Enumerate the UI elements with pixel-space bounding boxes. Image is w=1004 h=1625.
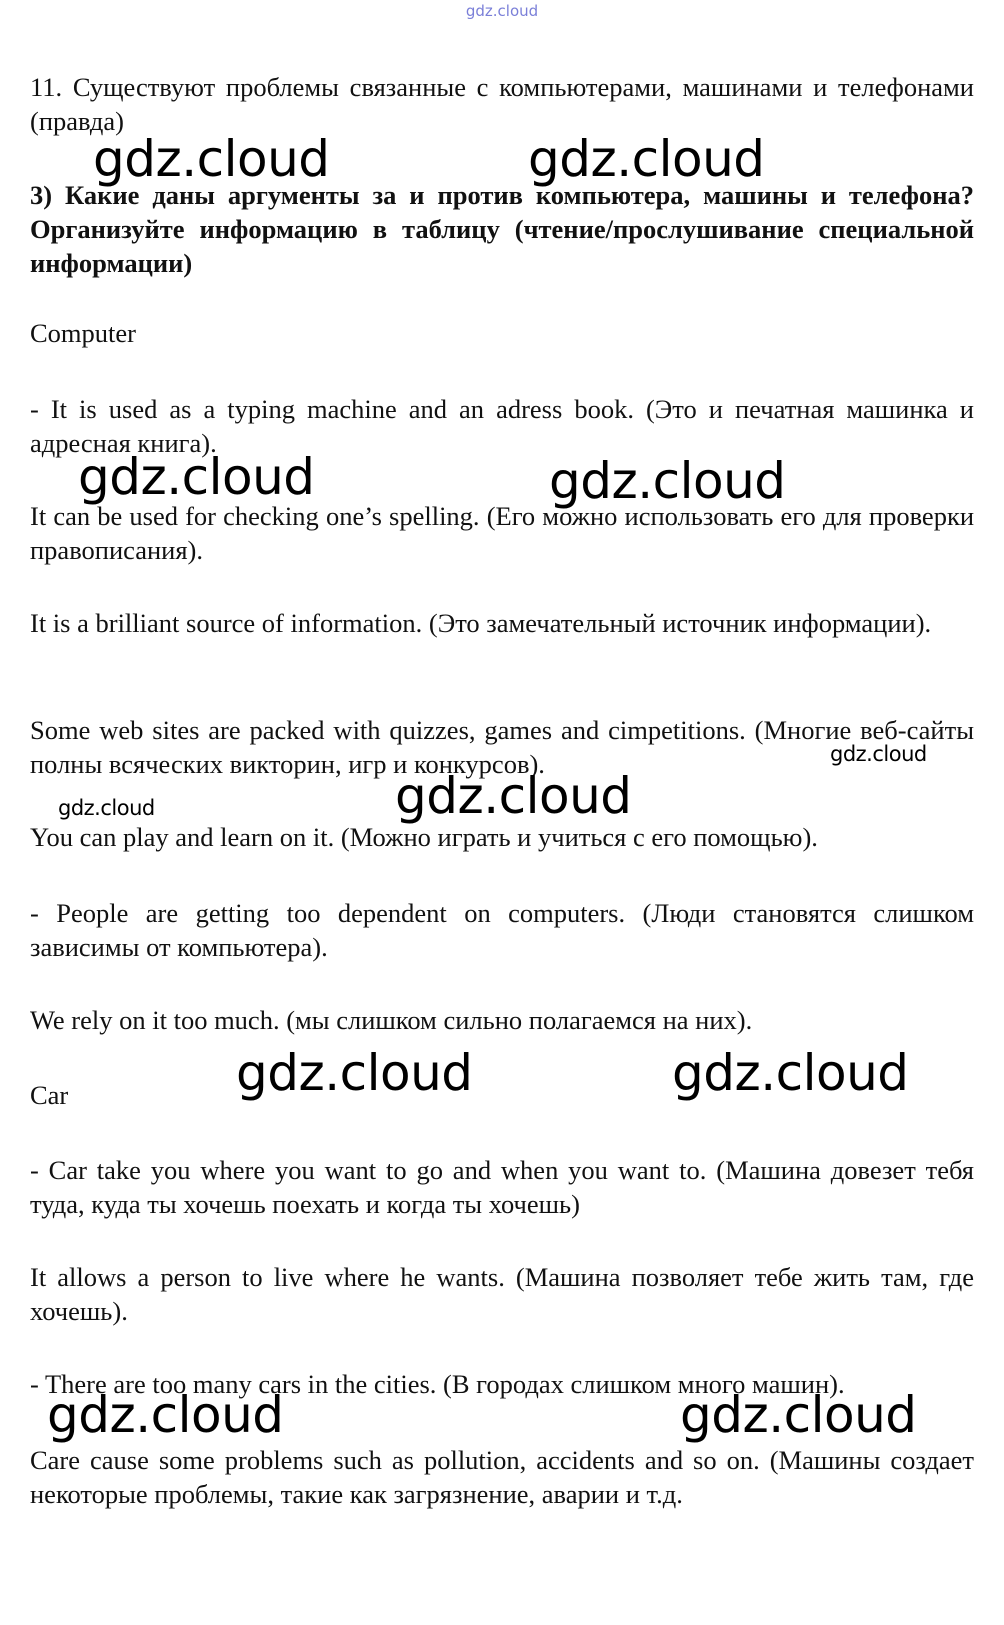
computer-pro-5: You can play and learn on it. (Можно играть и учиться с его помощью). bbox=[30, 822, 818, 852]
watermark: gdz.cloud bbox=[395, 767, 632, 825]
watermark: gdz.cloud bbox=[47, 1386, 284, 1444]
car-pro-1: - Car take you where you want to go and when you want to. (Машина довезет тебя туда, куда ты хочешь поехать и когда ты хочешь) bbox=[30, 1155, 974, 1219]
computer-pro-1: - It is used as a typing machine and an adress book. (Это и печатная машинка и адресная книга). bbox=[30, 394, 974, 458]
car-con-1: - There are too many cars in the cities. (В городах слишком много машин). bbox=[30, 1369, 845, 1399]
watermark: gdz.cloud bbox=[549, 452, 786, 510]
watermark: gdz.cloud bbox=[58, 796, 155, 820]
watermark: gdz.cloud bbox=[680, 1386, 917, 1444]
watermark: gdz.cloud bbox=[78, 448, 315, 506]
computer-pro-3: It is a brilliant source of information. (Это замечательный источник информации). bbox=[30, 608, 932, 638]
section-car-title: Car bbox=[30, 1080, 69, 1110]
car-pro-2: It allows a person to live where he wants. (Машина позволяет тебе жить там, где хочешь). bbox=[30, 1262, 974, 1326]
watermark: gdz.cloud bbox=[830, 742, 927, 766]
car-con-2: Care cause some problems such as pollution, accidents and so on. (Машины создает некоторые проблемы, такие как загрязнение, аварии и т.д. bbox=[30, 1445, 974, 1509]
computer-pro-4: Some web sites are packed with quizzes, games and cimpetitions. (Многие веб-сайты полны всяческих викторин, игр и конкурсов). bbox=[30, 715, 974, 779]
item-11-paragraph: 11. Существуют проблемы связанные с компьютерами, машинами и телефонами (правда) bbox=[30, 72, 974, 136]
watermark: gdz.cloud bbox=[236, 1044, 473, 1102]
watermark: gdz.cloud bbox=[93, 130, 330, 188]
computer-con-2: We rely on it too much. (мы слишком сильно полагаемся на них). bbox=[30, 1005, 753, 1035]
computer-con-1: - People are getting too dependent on computers. (Люди становятся слишком зависимы от компьютера). bbox=[30, 898, 974, 962]
computer-pro-2: It can be used for checking one’s spelling. (Его можно использовать его для проверки правописания). bbox=[30, 501, 974, 565]
task-3-heading: 3) Какие даны аргументы за и против компьютера, машины и телефона? Организуйте информацию в таблицу (чтение/прослушивание специальной информации) bbox=[30, 180, 974, 278]
watermark: gdz.cloud bbox=[672, 1044, 909, 1102]
header-watermark: gdz.cloud bbox=[465, 2, 539, 20]
section-computer-title: Computer bbox=[30, 318, 136, 348]
watermark: gdz.cloud bbox=[528, 130, 765, 188]
